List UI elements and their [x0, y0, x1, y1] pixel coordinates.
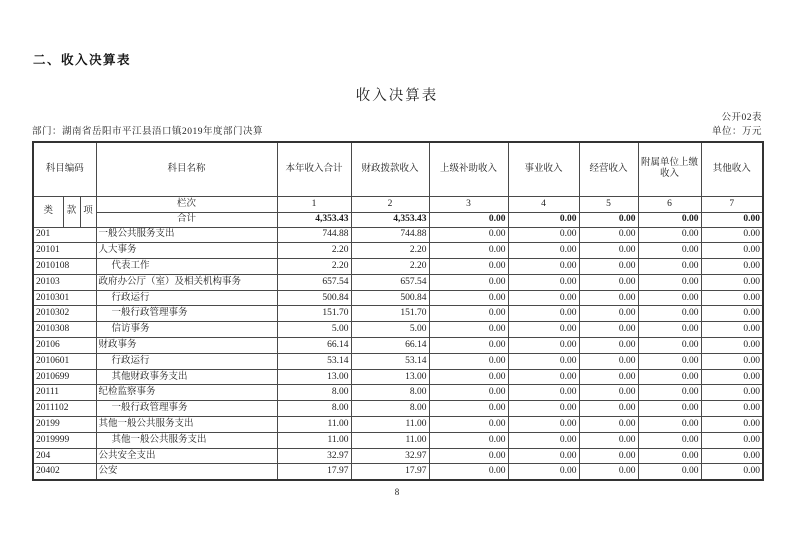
amount-cell: 151.70	[277, 306, 351, 322]
subject-code-cell: 2010601	[33, 353, 96, 369]
subject-code-cell: 2010301	[33, 290, 96, 306]
amount-cell: 0.00	[701, 464, 763, 480]
amount-cell: 0.00	[701, 259, 763, 275]
amount-cell: 0.00	[638, 322, 701, 338]
subject-code-cell: 20111	[33, 385, 96, 401]
amount-cell: 0.00	[579, 401, 638, 417]
amount-cell: 5.00	[277, 322, 351, 338]
amount-cell: 2.20	[351, 243, 429, 259]
amount-cell: 0.00	[701, 306, 763, 322]
col-header-business-income: 事业收入	[508, 142, 579, 196]
amount-cell: 11.00	[351, 417, 429, 433]
subject-name-cell: 代表工作	[96, 259, 277, 275]
table-body	[33, 227, 763, 480]
amount-cell: 0.00	[701, 274, 763, 290]
amount-cell: 0.00	[508, 448, 579, 464]
table-row	[33, 259, 763, 275]
subject-name-cell: 其他一般公共服务支出	[96, 417, 277, 433]
amount-cell: 0.00	[701, 290, 763, 306]
amount-cell: 0.00	[701, 227, 763, 243]
lanci-number: 4	[508, 196, 579, 212]
amount-cell: 0.00	[579, 448, 638, 464]
subject-name-cell: 信访事务	[96, 322, 277, 338]
amount-cell: 0.00	[429, 369, 508, 385]
amount-cell: 0.00	[638, 227, 701, 243]
subject-name-cell: 公共安全支出	[96, 448, 277, 464]
amount-cell: 0.00	[638, 401, 701, 417]
amount-cell: 0.00	[429, 432, 508, 448]
subject-name-cell: 其他财政事务支出	[96, 369, 277, 385]
col-header-superior-subsidy: 上级补助收入	[429, 142, 508, 196]
subject-code-cell: 20101	[33, 243, 96, 259]
amount-cell: 0.00	[701, 401, 763, 417]
amount-cell: 0.00	[579, 306, 638, 322]
amount-cell: 17.97	[277, 464, 351, 480]
amount-cell: 0.00	[508, 464, 579, 480]
amount-cell: 744.88	[277, 227, 351, 243]
subject-code-cell: 20106	[33, 338, 96, 354]
lanci-number: 6	[638, 196, 701, 212]
subject-code-cell: 204	[33, 448, 96, 464]
amount-cell: 0.00	[579, 322, 638, 338]
amount-cell: 0.00	[579, 464, 638, 480]
col-header-subject-name: 科目名称	[96, 142, 277, 196]
amount-cell: 32.97	[351, 448, 429, 464]
subject-name-cell: 纪检监察事务	[96, 385, 277, 401]
amount-cell: 0.00	[579, 353, 638, 369]
amount-cell: 0.00	[508, 290, 579, 306]
subheader-category: 类	[33, 196, 63, 227]
amount-cell: 0.00	[429, 290, 508, 306]
meta-line	[32, 123, 762, 137]
page-number: 8	[394, 487, 400, 497]
subject-name-cell: 一般公共服务支出	[96, 227, 277, 243]
amount-cell: 0.00	[638, 448, 701, 464]
amount-cell: 2.20	[351, 259, 429, 275]
amount-cell: 0.00	[701, 385, 763, 401]
amount-cell: 151.70	[351, 306, 429, 322]
amount-cell: 0.00	[638, 274, 701, 290]
amount-cell: 0.00	[638, 338, 701, 354]
amount-cell: 0.00	[579, 432, 638, 448]
amount-cell: 0.00	[508, 353, 579, 369]
amount-cell: 657.54	[351, 274, 429, 290]
amount-cell: 0.00	[508, 259, 579, 275]
subject-name-cell: 财政事务	[96, 338, 277, 354]
department-line: 部门：湖南省岳阳市平江县浯口镇2019年度部门决算	[32, 127, 264, 137]
amount-cell: 500.84	[351, 290, 429, 306]
form-number-label: 公开02表	[721, 113, 762, 123]
amount-cell: 0.00	[638, 259, 701, 275]
amount-cell: 17.97	[351, 464, 429, 480]
amount-cell: 0.00	[638, 464, 701, 480]
amount-cell: 0.00	[429, 401, 508, 417]
amount-cell: 0.00	[508, 417, 579, 433]
amount-cell: 0.00	[429, 322, 508, 338]
lanci-number: 3	[429, 196, 508, 212]
subject-code-cell: 2010108	[33, 259, 96, 275]
amount-cell: 0.00	[701, 448, 763, 464]
table-row	[33, 274, 763, 290]
subject-code-cell: 2010308	[33, 322, 96, 338]
amount-cell: 0.00	[429, 417, 508, 433]
table-title: 收入决算表	[355, 88, 439, 104]
col-header-total-income: 本年收入合计	[277, 142, 351, 196]
table-row	[33, 306, 763, 322]
subject-code-cell: 201	[33, 227, 96, 243]
subject-code-cell: 2019999	[33, 432, 96, 448]
amount-cell: 0.00	[701, 243, 763, 259]
amount-cell: 0.00	[579, 227, 638, 243]
amount-cell: 0.00	[701, 369, 763, 385]
table-row	[33, 369, 763, 385]
amount-cell: 0.00	[579, 259, 638, 275]
lanci-number: 2	[351, 196, 429, 212]
subheader-sub-item: 项	[80, 196, 96, 227]
amount-cell: 0.00	[508, 306, 579, 322]
subject-code-cell: 20199	[33, 417, 96, 433]
amount-cell: 2.20	[277, 243, 351, 259]
col-header-affiliated-unit-income: 附属单位上缴收入	[638, 142, 701, 196]
amount-cell: 8.00	[351, 385, 429, 401]
amount-cell: 0.00	[579, 290, 638, 306]
amount-cell: 0.00	[701, 432, 763, 448]
subject-code-cell: 2010302	[33, 306, 96, 322]
col-header-fiscal-appropriation: 财政拨款收入	[351, 142, 429, 196]
amount-cell: 0.00	[429, 385, 508, 401]
amount-cell: 0.00	[508, 369, 579, 385]
table-row	[33, 353, 763, 369]
total-value: 4,353.43	[351, 212, 429, 227]
amount-cell: 66.14	[351, 338, 429, 354]
amount-cell: 11.00	[277, 432, 351, 448]
amount-cell: 0.00	[429, 306, 508, 322]
subject-code-cell: 2010699	[33, 369, 96, 385]
header-row	[33, 142, 763, 196]
amount-cell: 0.00	[638, 432, 701, 448]
amount-cell: 0.00	[579, 243, 638, 259]
amount-cell: 0.00	[508, 432, 579, 448]
column-index-row	[33, 196, 763, 212]
col-header-other-income: 其他收入	[701, 142, 763, 196]
amount-cell: 0.00	[638, 369, 701, 385]
amount-cell: 0.00	[508, 274, 579, 290]
table-row	[33, 464, 763, 480]
amount-cell: 0.00	[579, 274, 638, 290]
subject-name-cell: 一般行政管理事务	[96, 401, 277, 417]
amount-cell: 0.00	[429, 259, 508, 275]
total-value: 4,353.43	[277, 212, 351, 227]
total-value: 0.00	[508, 212, 579, 227]
amount-cell: 0.00	[429, 464, 508, 480]
amount-cell: 53.14	[351, 353, 429, 369]
lanci-number: 5	[579, 196, 638, 212]
amount-cell: 0.00	[429, 448, 508, 464]
table-row	[33, 338, 763, 354]
amount-cell: 0.00	[429, 353, 508, 369]
amount-cell: 0.00	[579, 369, 638, 385]
col-header-subject-code: 科目编码	[33, 142, 96, 196]
amount-cell: 0.00	[579, 417, 638, 433]
income-statement-table	[32, 141, 764, 481]
subject-name-cell: 行政运行	[96, 353, 277, 369]
col-header-operating-income: 经营收入	[579, 142, 638, 196]
total-label: 合计	[96, 212, 277, 227]
amount-cell: 0.00	[701, 417, 763, 433]
amount-cell: 32.97	[277, 448, 351, 464]
amount-cell: 0.00	[579, 338, 638, 354]
amount-cell: 0.00	[429, 227, 508, 243]
amount-cell: 744.88	[351, 227, 429, 243]
amount-cell: 0.00	[638, 417, 701, 433]
lanci-number: 7	[701, 196, 763, 212]
amount-cell: 0.00	[638, 306, 701, 322]
amount-cell: 0.00	[429, 274, 508, 290]
table-row	[33, 432, 763, 448]
total-value: 0.00	[701, 212, 763, 227]
amount-cell: 13.00	[351, 369, 429, 385]
amount-cell: 0.00	[508, 385, 579, 401]
grand-total-row	[33, 212, 763, 227]
subject-code-cell: 20103	[33, 274, 96, 290]
amount-cell: 0.00	[508, 401, 579, 417]
amount-cell: 53.14	[277, 353, 351, 369]
subject-name-cell: 其他一般公共服务支出	[96, 432, 277, 448]
subject-name-cell: 人大事务	[96, 243, 277, 259]
amount-cell: 0.00	[638, 290, 701, 306]
amount-cell: 0.00	[701, 322, 763, 338]
table-row	[33, 385, 763, 401]
table-row	[33, 417, 763, 433]
amount-cell: 0.00	[701, 338, 763, 354]
subject-name-cell: 政府办公厅（室）及相关机构事务	[96, 274, 277, 290]
subject-name-cell: 行政运行	[96, 290, 277, 306]
table-row	[33, 322, 763, 338]
amount-cell: 8.00	[351, 401, 429, 417]
lanci-label: 栏次	[96, 196, 277, 212]
total-value: 0.00	[429, 212, 508, 227]
unit-label: 单位：万元	[711, 127, 762, 137]
table-row	[33, 401, 763, 417]
lanci-number: 1	[277, 196, 351, 212]
subject-name-cell: 一般行政管理事务	[96, 306, 277, 322]
amount-cell: 0.00	[638, 385, 701, 401]
amount-cell: 500.84	[277, 290, 351, 306]
amount-cell: 11.00	[351, 432, 429, 448]
amount-cell: 11.00	[277, 417, 351, 433]
amount-cell: 13.00	[277, 369, 351, 385]
amount-cell: 0.00	[638, 243, 701, 259]
amount-cell: 8.00	[277, 401, 351, 417]
subject-name-cell: 公安	[96, 464, 277, 480]
section-heading: 二、收入决算表	[33, 53, 132, 67]
subject-code-cell: 20402	[33, 464, 96, 480]
table-row	[33, 227, 763, 243]
subheader-item: 款	[63, 196, 80, 227]
amount-cell: 0.00	[508, 243, 579, 259]
amount-cell: 0.00	[508, 322, 579, 338]
amount-cell: 5.00	[351, 322, 429, 338]
amount-cell: 0.00	[579, 385, 638, 401]
table-row	[33, 243, 763, 259]
amount-cell: 66.14	[277, 338, 351, 354]
amount-cell: 657.54	[277, 274, 351, 290]
table-row	[33, 448, 763, 464]
table-row	[33, 290, 763, 306]
total-value: 0.00	[579, 212, 638, 227]
amount-cell: 0.00	[638, 353, 701, 369]
amount-cell: 0.00	[508, 227, 579, 243]
amount-cell: 8.00	[277, 385, 351, 401]
amount-cell: 0.00	[701, 353, 763, 369]
amount-cell: 0.00	[429, 338, 508, 354]
amount-cell: 0.00	[429, 243, 508, 259]
subject-code-cell: 2011102	[33, 401, 96, 417]
amount-cell: 2.20	[277, 259, 351, 275]
amount-cell: 0.00	[508, 338, 579, 354]
total-value: 0.00	[638, 212, 701, 227]
